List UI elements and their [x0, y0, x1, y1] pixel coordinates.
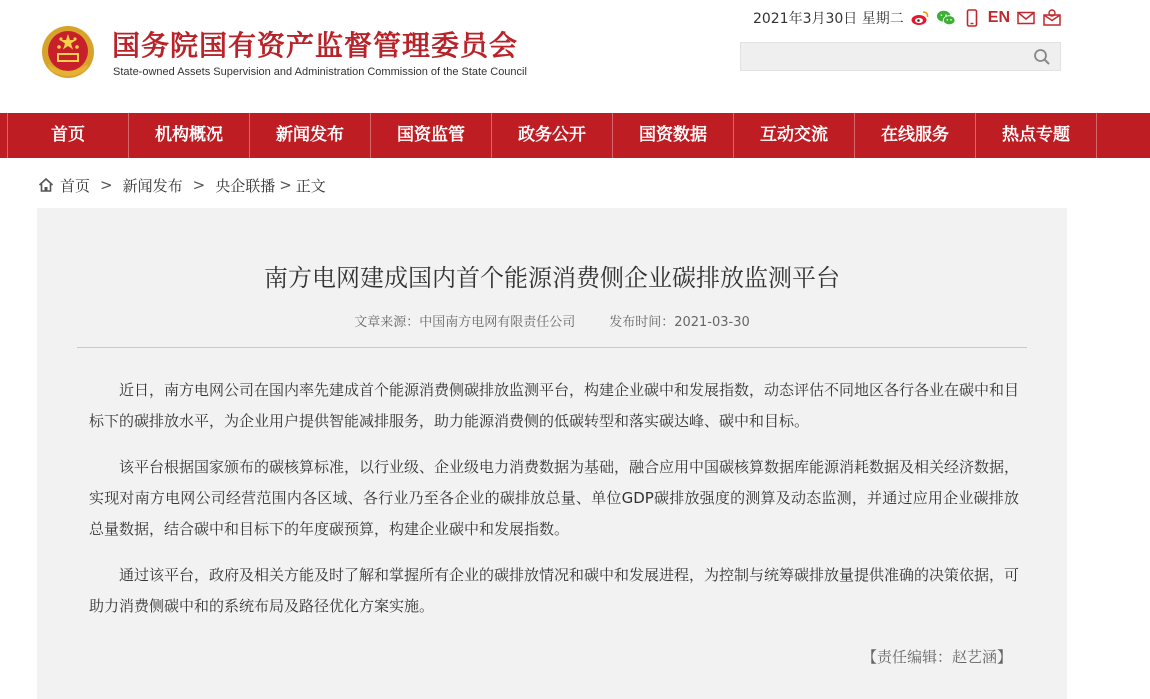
article-meta	[37, 311, 1067, 330]
breadcrumb-separator: >	[192, 176, 206, 194]
breadcrumb-separator: >	[100, 176, 113, 194]
org-name-cn[interactable]: 国务院国有资产监督管理委员会	[112, 29, 519, 62]
article-source: 文章来源：中国南方电网有限责任公司	[354, 315, 576, 330]
article-body	[89, 375, 1019, 637]
nav-item-news[interactable]: 新闻发布	[250, 113, 371, 158]
breadcrumb-news[interactable]: 新闻发布	[122, 176, 183, 195]
home-icon[interactable]	[38, 177, 54, 193]
mail-icon[interactable]	[1016, 8, 1036, 28]
english-version-link[interactable]: EN	[987, 9, 1010, 26]
search-input[interactable]	[741, 43, 1026, 70]
message-icon[interactable]	[1042, 8, 1062, 28]
search-box	[740, 42, 1061, 71]
article-publish-date: 发布时间：2021-03-30	[609, 315, 750, 330]
nav-item-topics[interactable]: 热点专题	[976, 113, 1097, 158]
breadcrumb-current: 正文	[295, 176, 326, 195]
article-paragraph: 通过该平台，政府及相关方能及时了解和掌握所有企业的碳排放情况和碳中和发展进程，为控制与统筹碳排放量提供准确的决策依据，可助力消费侧碳中和的系统布局及路径优化方案实施。	[89, 566, 1020, 615]
article-paragraph: 近日，南方电网公司在国内率先建成首个能源消费侧碳排放监测平台，构建企业碳中和发展指数，动态评估不同地区各行各业在碳中和目标下的碳排放水平，为企业用户提供智能减排服务，助力能源消费侧的低碳转型和落实碳达峰、碳中和目标。	[89, 381, 1020, 430]
breadcrumb-home[interactable]: 首页	[60, 176, 91, 195]
site-header	[0, 0, 1150, 112]
search-icon[interactable]	[1032, 47, 1052, 67]
responsible-editor: 【责任编辑：赵艺涵】	[861, 648, 1012, 666]
nav-item-supervision[interactable]: 国资监管	[371, 113, 492, 158]
article-panel	[37, 208, 1067, 699]
breadcrumb-separator: >	[279, 176, 292, 194]
nav-item-about[interactable]: 机构概况	[129, 113, 250, 158]
national-emblem-logo[interactable]	[40, 24, 96, 82]
nav-item-data[interactable]: 国资数据	[613, 113, 734, 158]
article-paragraph: 该平台根据国家颁布的碳核算标准，以行业级、企业级电力消费数据为基础，融合应用中国碳核算数据库能源消耗数据及相关经济数据，实现对南方电网公司经营范围内各区域、各行业乃至各企业的碳排放总量、单位GDP碳排放强度的测算及动态监测，并通过应用企业碳排放总量数据，结合碳中和目标下的年度碳预算，构建企业碳中和发展指数。	[89, 458, 1020, 538]
title-divider	[77, 347, 1027, 348]
top-utility-bar	[753, 6, 1062, 30]
mobile-icon[interactable]	[962, 8, 982, 28]
nav-divider	[0, 113, 8, 158]
nav-item-government-affairs[interactable]: 政务公开	[492, 113, 613, 158]
nav-item-interaction[interactable]: 互动交流	[734, 113, 855, 158]
org-name-en: State-owned Assets Supervision and Administration Commission of the State Council	[113, 66, 527, 78]
breadcrumb-central-enterprises[interactable]: 央企联播	[215, 176, 276, 195]
wechat-icon[interactable]	[936, 8, 956, 28]
weibo-icon[interactable]	[910, 8, 930, 28]
nav-item-online-services[interactable]: 在线服务	[855, 113, 976, 158]
nav-item-home[interactable]: 首页	[8, 113, 129, 158]
article-title: 南方电网建成国内首个能源消费侧企业碳排放监测平台	[264, 264, 840, 292]
breadcrumb	[38, 175, 326, 195]
date-text: 2021年3月30日 星期二	[752, 11, 904, 27]
main-navigation	[0, 113, 1150, 158]
